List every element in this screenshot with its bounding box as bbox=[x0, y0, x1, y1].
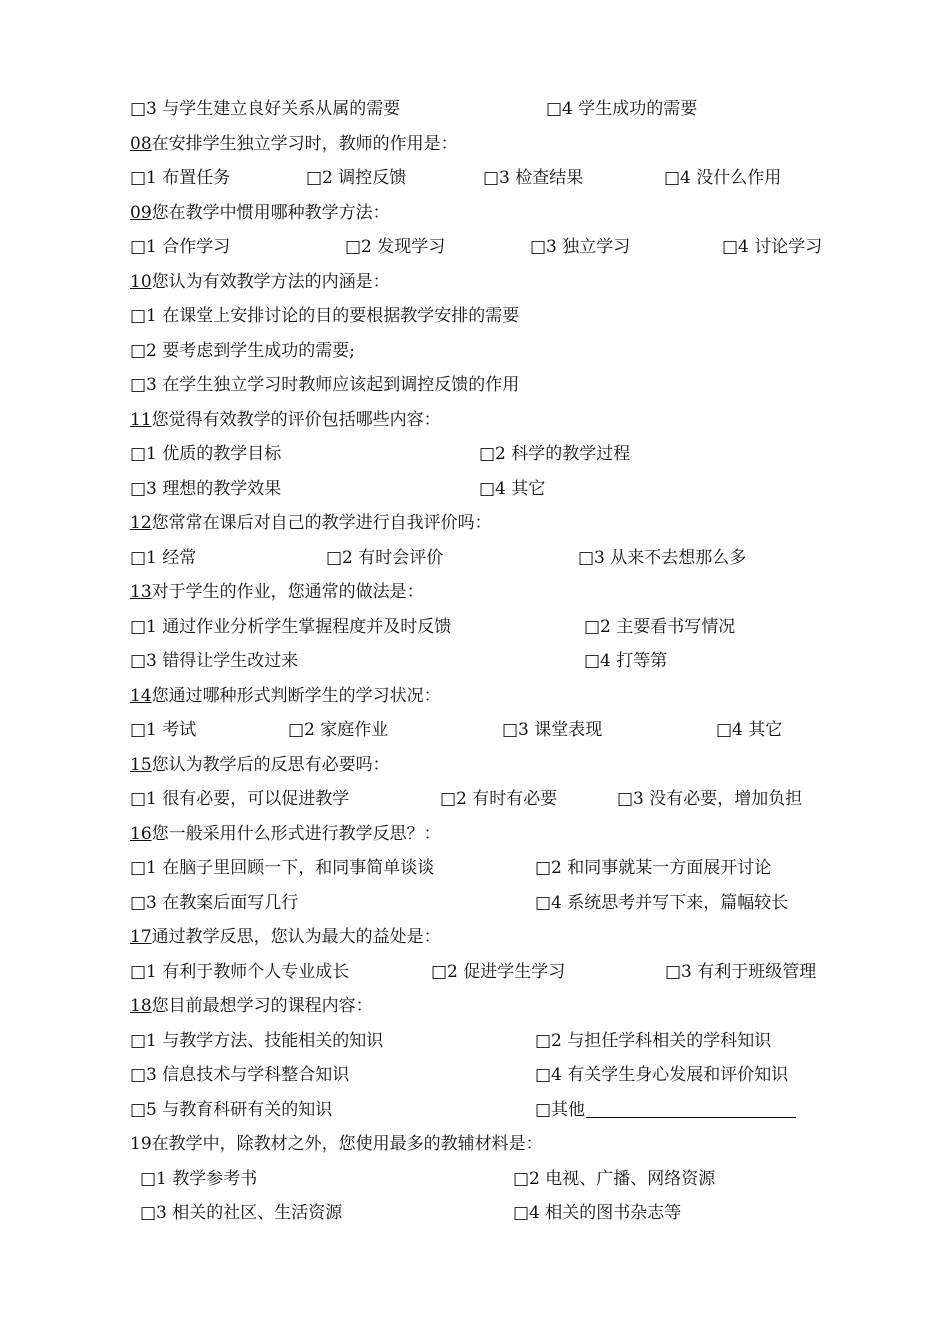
checkbox-option[interactable]: □2 调控反馈 bbox=[306, 168, 407, 188]
checkbox-option[interactable]: □4 没什么作用 bbox=[664, 168, 782, 188]
question-15 bbox=[130, 752, 390, 778]
question-09 bbox=[130, 200, 390, 226]
checkbox-option[interactable]: □4 其它 bbox=[716, 720, 783, 740]
checkbox-option[interactable]: □4 讨论学习 bbox=[722, 237, 823, 257]
checkbox-option[interactable]: □4 打等第 bbox=[584, 651, 668, 671]
question-text: 在教学中，除教材之外，您使用最多的教辅材料是： bbox=[151, 1134, 543, 1154]
question-number: 08 bbox=[130, 134, 152, 154]
checkbox-option[interactable]: □2 要考虑到学生成功的需要; bbox=[130, 341, 356, 361]
question-13 bbox=[130, 579, 424, 605]
question-10 bbox=[130, 269, 390, 295]
question-text: 在安排学生独立学习时，教师的作用是： bbox=[151, 134, 458, 154]
checkbox-option[interactable]: □2 发现学习 bbox=[345, 237, 446, 257]
question-11 bbox=[130, 407, 441, 433]
checkbox-option[interactable]: □3 课堂表现 bbox=[502, 720, 603, 740]
checkbox-option[interactable]: □3 在教案后面写几行 bbox=[130, 893, 299, 913]
question-19 bbox=[130, 1131, 543, 1157]
checkbox-option[interactable]: □3 理想的教学效果 bbox=[130, 479, 282, 499]
question-number: 10 bbox=[130, 272, 152, 292]
checkbox-option[interactable]: □1 通过作业分析学生掌握程度并及时反馈 bbox=[130, 617, 452, 637]
question-number: 17 bbox=[130, 927, 152, 947]
checkbox-option[interactable]: □1 经常 bbox=[130, 548, 197, 568]
other-option-label: □其他 bbox=[535, 1100, 586, 1120]
question-text: 您一般采用什么形式进行教学反思？： bbox=[151, 824, 441, 844]
question-12 bbox=[130, 510, 492, 536]
question-text: 您通过哪种形式判断学生的学习状况： bbox=[151, 686, 441, 706]
question-text: 对于学生的作业，您通常的做法是： bbox=[151, 582, 424, 602]
question-number: 11 bbox=[130, 410, 152, 430]
question-16 bbox=[130, 821, 441, 847]
checkbox-option[interactable]: □4 学生成功的需要 bbox=[546, 99, 698, 119]
checkbox-option[interactable]: □4 其它 bbox=[479, 479, 546, 499]
checkbox-option[interactable]: □3 信息技术与学科整合知识 bbox=[130, 1065, 350, 1085]
checkbox-option[interactable]: □1 布置任务 bbox=[130, 168, 231, 188]
question-08 bbox=[130, 131, 458, 157]
checkbox-option[interactable]: □1 与教学方法、技能相关的知识 bbox=[130, 1031, 384, 1051]
checkbox-option[interactable]: □2 有时有必要 bbox=[440, 789, 558, 809]
checkbox-option[interactable]: □2 家庭作业 bbox=[288, 720, 389, 740]
checkbox-option[interactable]: □5 与教育科研有关的知识 bbox=[130, 1100, 333, 1120]
checkbox-option[interactable]: □1 优质的教学目标 bbox=[130, 444, 282, 464]
question-number: 12 bbox=[130, 513, 152, 533]
checkbox-option[interactable]: □3 相关的社区、生活资源 bbox=[140, 1203, 343, 1223]
question-text: 您在教学中惯用哪种教学方法： bbox=[151, 203, 390, 223]
checkbox-option[interactable]: □2 主要看书写情况 bbox=[584, 617, 736, 637]
checkbox-option[interactable]: □4 系统思考并写下来，篇幅较长 bbox=[535, 893, 789, 913]
question-18 bbox=[130, 993, 373, 1019]
checkbox-option[interactable]: □1 在课堂上安排讨论的目的要根据教学安排的需要 bbox=[130, 306, 520, 326]
checkbox-option[interactable]: □3 检查结果 bbox=[483, 168, 584, 188]
checkbox-option[interactable]: □1 很有必要，可以促进教学 bbox=[130, 789, 350, 809]
question-text: 通过教学反思，您认为最大的益处是： bbox=[151, 927, 441, 947]
question-text: 您觉得有效教学的评价包括哪些内容： bbox=[151, 410, 441, 430]
checkbox-option[interactable]: □4 有关学生身心发展和评价知识 bbox=[535, 1065, 789, 1085]
checkbox-option[interactable]: □1 教学参考书 bbox=[140, 1169, 258, 1189]
checkbox-option[interactable]: □2 促进学生学习 bbox=[431, 962, 566, 982]
checkbox-option[interactable]: □1 合作学习 bbox=[130, 237, 231, 257]
checkbox-option[interactable]: □3 与学生建立良好关系从属的需要 bbox=[130, 99, 401, 119]
question-number: 14 bbox=[130, 686, 152, 706]
checkbox-option[interactable]: □3 独立学习 bbox=[530, 237, 631, 257]
question-17 bbox=[130, 924, 441, 950]
question-number: 19 bbox=[130, 1134, 152, 1154]
question-14 bbox=[130, 683, 441, 709]
checkbox-option[interactable]: □2 与担任学科相关的学科知识 bbox=[535, 1031, 772, 1051]
checkbox-option[interactable]: □1 有利于教师个人专业成长 bbox=[130, 962, 350, 982]
checkbox-option[interactable]: □3 有利于班级管理 bbox=[665, 962, 817, 982]
question-text: 您目前最想学习的课程内容： bbox=[151, 996, 373, 1016]
checkbox-option[interactable]: □3 错得让学生改过来 bbox=[130, 651, 299, 671]
checkbox-option[interactable]: □2 电视、广播、网络资源 bbox=[513, 1169, 716, 1189]
question-number: 13 bbox=[130, 582, 152, 602]
question-text: 您认为有效教学方法的内涵是： bbox=[151, 272, 390, 292]
other-fill-in-blank[interactable] bbox=[586, 1099, 796, 1118]
question-text: 您认为教学后的反思有必要吗： bbox=[151, 755, 390, 775]
checkbox-option[interactable]: □2 科学的教学过程 bbox=[479, 444, 631, 464]
checkbox-option[interactable]: □3 在学生独立学习时教师应该起到调控反馈的作用 bbox=[130, 375, 520, 395]
question-number: 15 bbox=[130, 755, 152, 775]
checkbox-option[interactable]: □1 考试 bbox=[130, 720, 197, 740]
checkbox-option[interactable]: □2 有时会评价 bbox=[326, 548, 444, 568]
checkbox-option[interactable]: □3 没有必要，增加负担 bbox=[617, 789, 803, 809]
checkbox-option[interactable]: □3 从来不去想那么多 bbox=[578, 548, 747, 568]
checkbox-option[interactable]: □2 和同事就某一方面展开讨论 bbox=[535, 858, 772, 878]
question-number: 16 bbox=[130, 824, 152, 844]
other-option[interactable] bbox=[535, 1097, 796, 1123]
checkbox-option[interactable]: □4 相关的图书杂志等 bbox=[513, 1203, 682, 1223]
question-number: 09 bbox=[130, 203, 152, 223]
question-number: 18 bbox=[130, 996, 152, 1016]
question-text: 您常常在课后对自己的教学进行自我评价吗： bbox=[151, 513, 492, 533]
checkbox-option[interactable]: □1 在脑子里回顾一下，和同事简单谈谈 bbox=[130, 858, 435, 878]
